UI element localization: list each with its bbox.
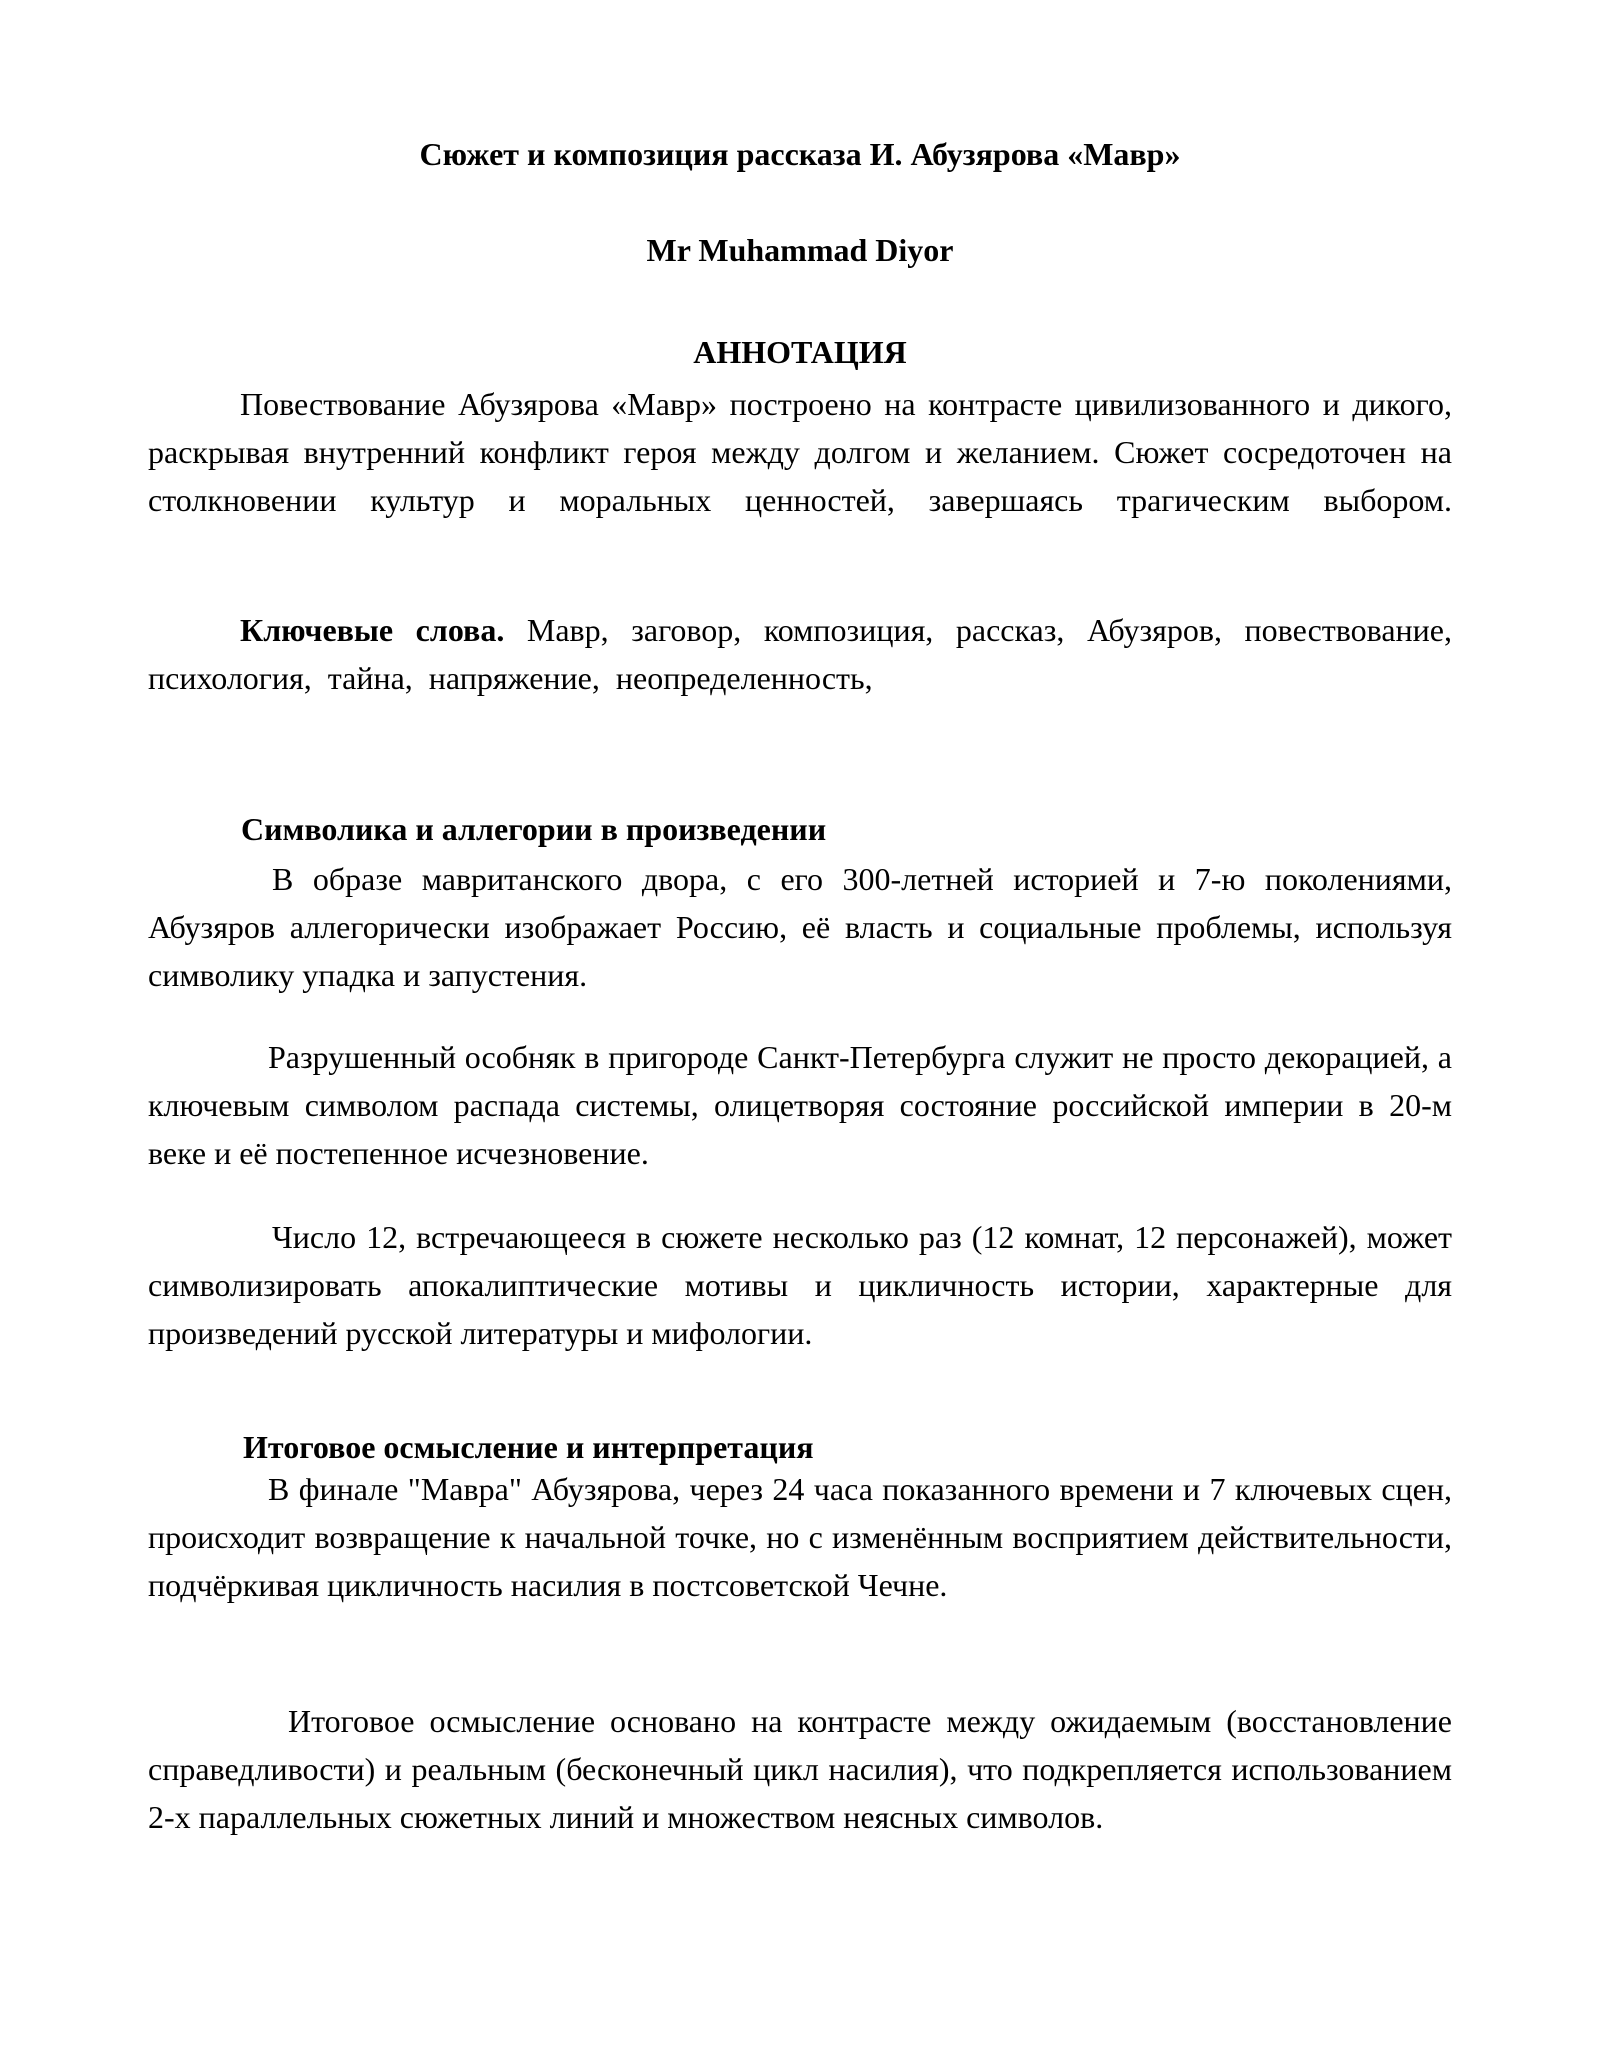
keywords-label: Ключевые слова. [240,612,505,648]
symbolism-paragraph-3: Число 12, встречающееся в сюжете несколько раз (12 комнат, 12 персонажей), может символизировать апокалиптические мотивы и цикличность истории, характерные для произведений русской литературы и мифологии. [148,1219,1452,1351]
keywords-list: Мавр, заговор, композиция, рассказ, Абузяров, повествование, психология, тайна, напряжение, неопределенность, [148,612,1453,696]
interpretation-paragraph-2: Итоговое осмысление основано на контрасте между ожидаемым (восстановление справедливости) и реальным (бесконечный цикл насилия), что подкрепляется использованием 2-х параллельных сюжетных линий и множеством неясных символов. [148,1703,1452,1835]
symbolism-paragraph-2: Разрушенный особняк в пригороде Санкт-Петербурга служит не просто декорацией, а ключевым символом распада системы, олицетворяя состояние российской империи в 20-м веке и её постепенное исчезновение. [148,1039,1452,1171]
interpretation-paragraph-1: В финале "Мавра" Абузярова, через 24 часа показанного времени и 7 ключевых сцен, происходит возвращение к начальной точке, но с изменённым восприятием действительности, подчёркивая цикличность насилия в постсоветской Чечне. [148,1471,1452,1603]
annotation-heading: АННОТАЦИЯ [693,334,907,370]
section-heading-symbolism: Символика и аллегории в произведении [241,811,827,847]
symbolism-paragraph-1: В образе мавританского двора, с его 300-летней историей и 7-ю поколениями, Абузяров аллегорически изображает Россию, её власть и социальные проблемы, используя символику упадка и запустения. [148,861,1452,993]
keywords-paragraph [148,606,1452,702]
section-heading-interpretation: Итоговое осмысление и интерпретация [243,1429,814,1465]
author-name: Mr Muhammad Diyor [646,232,954,268]
document-title: Сюжет и композиция рассказа И. Абузярова «Мавр» [419,136,1181,172]
annotation-paragraph: Повествование Абузярова «Мавр» построено на контрасте цивилизованного и дикого, раскрывая внутренний конфликт героя между долгом и желанием. Сюжет сосредоточен на столкновении культур и моральных ценностей, завершаясь трагическим выбором. [148,386,1452,518]
